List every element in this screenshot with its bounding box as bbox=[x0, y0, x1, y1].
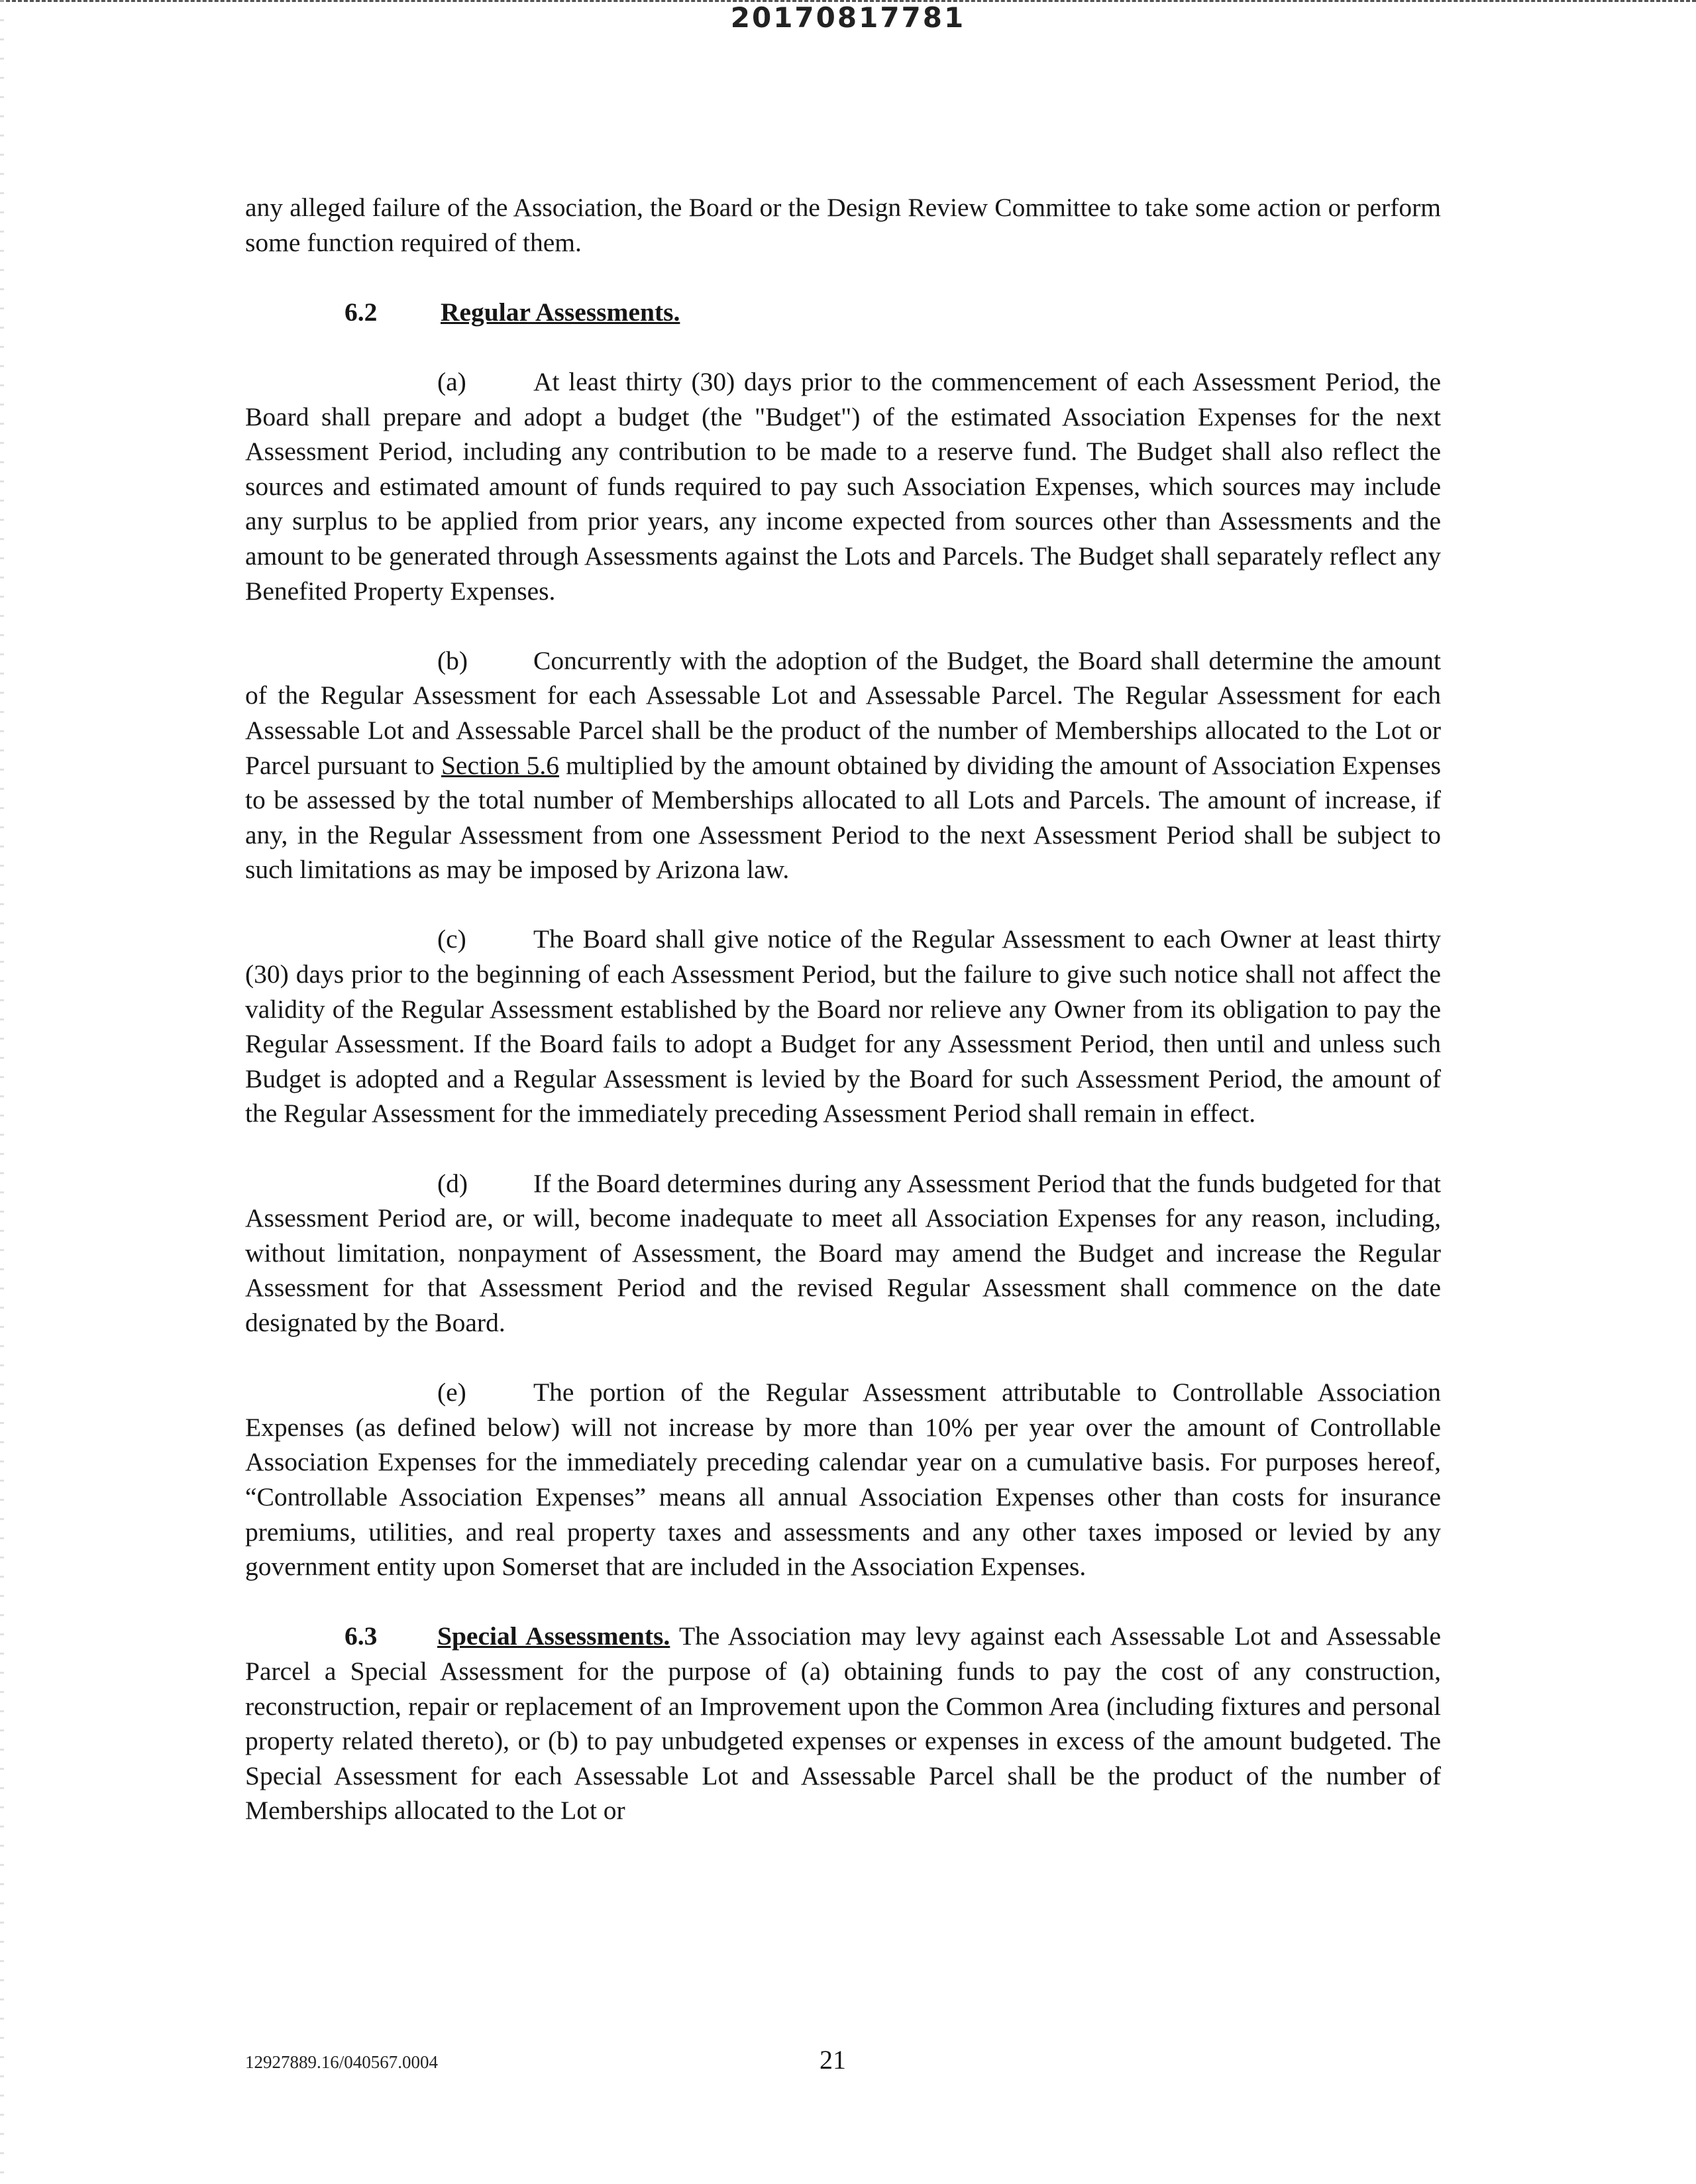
subparagraph-e bbox=[245, 1375, 1441, 1584]
continuation-paragraph: any alleged failure of the Association, the Board or the Design Review Committee to take some action or perform some function required of them. bbox=[245, 193, 1441, 257]
document-body bbox=[245, 190, 1441, 1828]
subparagraph-a bbox=[245, 364, 1441, 608]
section-6-3-number: 6.3 bbox=[344, 1621, 378, 1651]
section-5-6-reference: Section 5.6 bbox=[441, 750, 559, 780]
section-6-2-heading bbox=[245, 295, 1441, 330]
subparagraph-a-text: At least thirty (30) days prior to the commencement of each Assessment Period, the Board shall prepare and adopt a budget (the "Budget") of the estimated Association Expenses for the next Assessment Period, including any contribution to be made to a reserve fund. The Budget shall also reflect the sources and estimated amount of funds required to pay such Association Expenses, which sources may include any surplus to be applied from prior years, any income expected from sources other than Assessments and the amount to be generated through Assessments against the Lots and Parcels. The Budget shall separately reflect any Benefited Property Expenses. bbox=[245, 366, 1441, 606]
scan-left-edge bbox=[0, 0, 4, 2184]
subparagraph-e-marker: (e) bbox=[437, 1378, 466, 1407]
subparagraph-c-text: The Board shall give notice of the Regular Assessment to each Owner at least thirty (30) days prior to the beginning of each Assessment Period, but the failure to give such notice shall not affect the validity of the Regular Assessment established by the Board nor relieve any Owner from its obligation to pay the Regular Assessment. If the Board fails to adopt a Budget for any Assessment Period, then until and unless such Budget is adopted and a Regular Assessment is levied by the Board for such Assessment Period, the amount of the Regular Assessment for the immediately preceding Assessment Period shall remain in effect. bbox=[245, 924, 1441, 1128]
subparagraph-d bbox=[245, 1166, 1441, 1340]
footer-page-number: 21 bbox=[820, 2045, 846, 2075]
subparagraph-b-marker: (b) bbox=[437, 645, 468, 675]
section-6-3-title: Special Assessments. bbox=[437, 1621, 670, 1651]
section-6-3-text: The Association may levy against each Assessable Lot and Assessable Parcel a Special Assessment for the purpose of (a) obtaining funds to pay the cost of any construction, reconstruction, repair or replacement of an Improvement upon the Common Area (including fixtures and personal property related thereto), or (b) to pay unbudgeted expenses or expenses in excess of the amount budgeted. The Special Assessment for each Assessable Lot and Assessable Parcel shall be the product of the number of Memberships allocated to the Lot or bbox=[245, 1621, 1441, 1826]
subparagraph-b-text-before: Concurrently with the adoption of the Budget, the Board shall determine the amount of the Regular Assessment for each Assessable Lot and Assessable Parcel. The Regular Assessment for each Assessable Lot and Assessable Parcel shall be the product of the number of Memberships allocated to the Lot or Parcel pursuant to bbox=[245, 645, 1441, 780]
recording-number: 20170817781 bbox=[730, 1, 966, 34]
section-6-2-number: 6.2 bbox=[344, 297, 378, 327]
subparagraph-b bbox=[245, 643, 1441, 887]
subparagraph-d-marker: (d) bbox=[437, 1168, 468, 1198]
subparagraph-a-marker: (a) bbox=[437, 366, 466, 396]
subparagraph-b-text-after: multiplied by the amount obtained by dividing the amount of Association Expenses to be assessed by the total number of Memberships allocated to all Lots and Parcels. The amount of increase, if any, in the Regular Assessment from one Assessment Period to the next Assessment Period shall be subject to such limitations as may be imposed by Arizona law. bbox=[245, 750, 1441, 885]
subparagraph-c bbox=[245, 922, 1441, 1131]
section-6-2-title: Regular Assessments. bbox=[441, 297, 680, 327]
subparagraph-e-text: The portion of the Regular Assessment attributable to Controllable Association Expenses (as defined below) will not increase by more than 10% per year over the amount of Controllable Association Expenses for the immediately preceding calendar year on a cumulative basis. For purposes hereof, “Controllable Association Expenses” means all annual Association Expenses other than costs for insurance premiums, utilities, and real property taxes and assessments and any other taxes imposed or levied by any government entity upon Somerset that are included in the Association Expenses. bbox=[245, 1378, 1441, 1582]
subparagraph-c-marker: (c) bbox=[437, 924, 466, 954]
footer-document-id: 12927889.16/040567.0004 bbox=[245, 2052, 439, 2072]
subparagraph-d-text: If the Board determines during any Assessment Period that the funds budgeted for that Assessment Period are, or will, become inadequate to meet all Association Expenses for any reason, including, without limitation, nonpayment of Assessment, the Board may amend the Budget and increase the Regular Assessment for that Assessment Period and the revised Regular Assessment shall commence on the date designated by the Board. bbox=[245, 1168, 1441, 1337]
section-6-3-paragraph bbox=[245, 1619, 1441, 1828]
